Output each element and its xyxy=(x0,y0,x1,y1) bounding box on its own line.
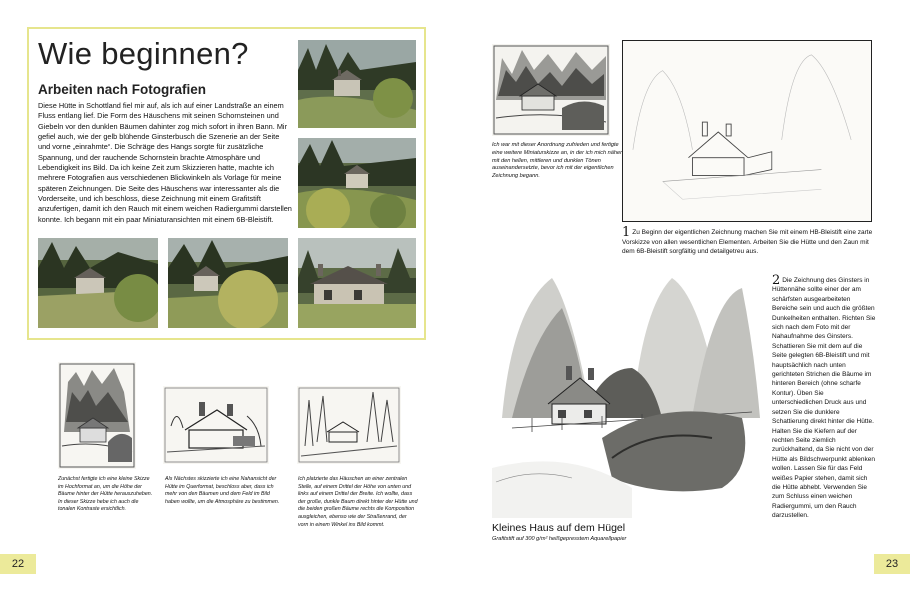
reference-photo-2 xyxy=(298,138,416,228)
intro-paragraph: Diese Hütte in Schottland fiel mir auf, als ich auf einer Landstraße an einem Fluss entlang lief. Die Form des Häuschens mit seinen Schornsteinen und Giebeln vor den dunklen Bäumen dahinter zog mich sofort in ihren Bann. Mir gefiel auch, wie der gelb blühende Ginsterbusch die Szenerie an der Seite und vorne „einrahmte“. Die Schräge des Hangs sorgte für zusätzliche Spannung, und der rauchende Schornstein brachte Atmosphäre und Lebendigkeit ins Bild. Da ich keine Zeit zum Skizzieren hatte, machte ich mehrere Fotografien aus verschiedenen Blickwinkeln als Vorlage für meine späteren Zeichnungen. Die Seite des Häuschens war interessanter als die Vorderseite, und ich beschloss, diese Zeichnung mit einem Grafitstift anzufertigen, damit ich den Rauch mit einem weichen Radiergummi darstellen konnte. Ich begann mit ein paar Miniaturansichten mit einem 6B-Bleistift. xyxy=(38,101,292,224)
drawing-title: Kleines Haus auf dem Hügel xyxy=(492,522,626,534)
finished-pencil-drawing xyxy=(492,268,764,518)
step1-light-sketch xyxy=(622,40,872,222)
tonal-thumbnail-sketch xyxy=(492,44,610,136)
caption-sketch-composition: Ich platzierte das Häuschen an einer zentralen Stelle, auf einem Drittel der Höhe von unten und links auf einem Drittel der Breite. Ich wollte, dass der große, dunkle Baum direkt hinter der Hütte und die beiden großen Bäume rechts die Komposition ausgleichen, ebenso wie der Straßenrand, der vorn in einem Winkel ins Bild kommt. xyxy=(298,476,418,528)
step2-instructions xyxy=(772,273,876,521)
reference-photo-4 xyxy=(168,238,288,328)
caption-sketch-closeup: Als Nächstes skizzierte ich eine Nahansicht der Hütte im Querformat, beschloss aber, dass ich mehr von den Bäumen und dem Feld im Bild haben wollte, um die Atmosphäre zu bestimmen. xyxy=(165,476,280,505)
page-number-left: 22 xyxy=(0,554,36,574)
section-subtitle: Arbeiten nach Fotografien xyxy=(38,82,207,97)
page-title: Wie beginnen? xyxy=(38,36,249,71)
page-number-right: 23 xyxy=(874,554,910,574)
drawing-medium-caption: Grafitstift auf 300 g/m² heißgepresstem Aquarellpapier xyxy=(492,536,627,542)
sketch-composition-thumbnail xyxy=(297,386,401,464)
sketch-closeup-thumbnail xyxy=(163,386,269,464)
step2-number: 2 xyxy=(772,273,781,288)
step1-instructions xyxy=(622,225,874,257)
caption-sketch-portrait: Zunächst fertigte ich eine kleine Skizze im Hochformat an, um die Höhe der Bäume hinter der Hütte herauszuheben. In dieser Skizze hebe ich auch die tonalen Kontraste ersichtlich. xyxy=(58,476,153,513)
reference-photo-5 xyxy=(298,238,416,328)
reference-photo-1 xyxy=(298,40,416,128)
step1-number: 1 xyxy=(622,225,631,240)
sketch-portrait-thumbnail xyxy=(58,362,136,469)
step1-text: Zu Beginn der eigentlichen Zeichnung machen Sie mit einem HB-Bleistift eine zarte Vorskizze von allen wesentlichen Elementen. Arbeiten Sie die Hütte und den Zaun mit dem 6B-Bleistift sorgfältig und detailgetreu aus. xyxy=(622,229,873,255)
step2-text: Die Zeichnung des Ginsters in Hüttennähe sollte einer der am schärfsten ausgearbeiteten Bereiche sein und auch die größten Dunkelheiten enthalten. Richten Sie sich nach dem Foto mit der Nahaufnahme des Ginsters. Schattieren Sie mit dem auf die Seite gelegten 6B-Bleistift und mit hauptsächlich nach unten gerichteten Strichen die Bäume im hinteren Bereich (ohne scharfe Kontur). Üben Sie unterschiedlichen Druck aus und setzen Sie die dunklere Schattierung direkt hinter die Hütte. Halten Sie die Kiefern auf der rechten Seite ziemlich zurückhaltend, da Sie nicht von der Hütte als Bildschwerpunkt ablenken wollen. Lassen Sie für das Feld weißes Papier stehen, damit sich die Hütte abhebt. Verwenden Sie zum Schluss einen weichen Radiergummi, um den Rauch darzustellen. xyxy=(772,277,876,520)
caption-tonal-thumbnail: Ich war mit dieser Anordnung zufrieden und fertigte eine weitere Miniaturskizze an, in der ich mich näher mit den hellen, mittleren und dunklen Tönen auseinandersetzte, bevor ich mit der eigentlichen Zeichnung begann. xyxy=(492,142,622,180)
reference-photo-3 xyxy=(38,238,158,328)
